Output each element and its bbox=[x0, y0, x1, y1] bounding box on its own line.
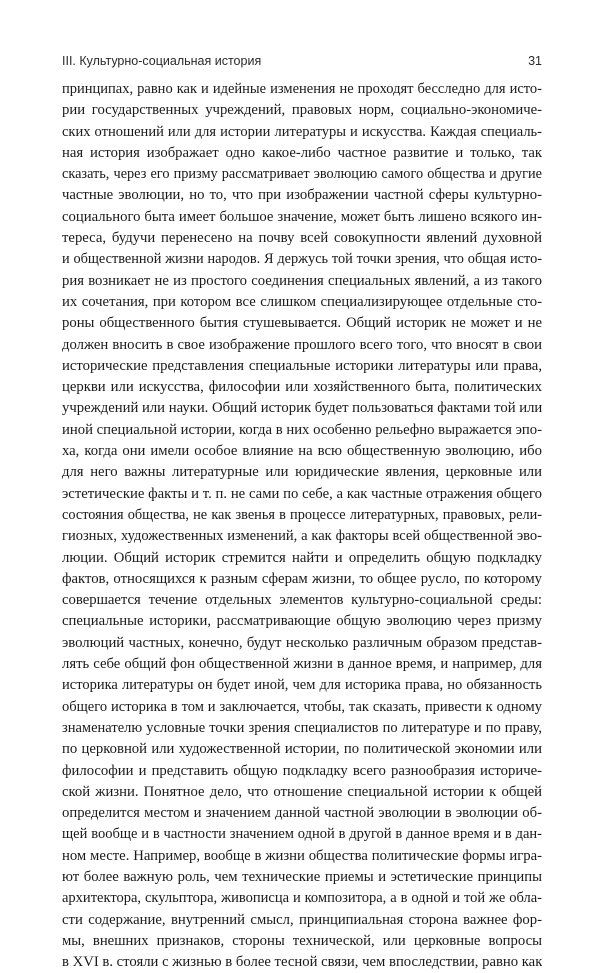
text-line: эволюций частных, конечно, будут несколько различным образом представ- bbox=[62, 634, 542, 651]
text-line: ная история изображает одно какое-либо частное развитие и только, так bbox=[62, 144, 542, 161]
text-line: исторические представления специальные историки литературы или права, bbox=[62, 357, 542, 374]
text-line: в XVI в. стояли с жизнью в более тесной связи, чем впоследствии, равно как bbox=[62, 954, 542, 971]
text-line: эстетические факты и т. п. не сами по себе, а как частные отражения общего bbox=[62, 485, 542, 502]
text-line: рии государственных учреждений, правовых норм, социально-экономиче- bbox=[62, 102, 542, 119]
text-line: философии и представить общую подкладку всего разнообразия историче- bbox=[62, 762, 542, 779]
text-line: сказать, через его призму рассматривает эволюцию самого общества и другие bbox=[62, 166, 542, 183]
text-line: архитектора, скульптора, живописца и композитора, а в одной и той же обла- bbox=[62, 890, 542, 907]
page-number: 31 bbox=[528, 54, 542, 68]
text-line: тереса, будучи перенесено на почву всей совокупности явлений духовной bbox=[62, 230, 542, 247]
text-line: гиозных, художественных изменений, а как факторы всей общественной эво- bbox=[62, 528, 542, 545]
text-line: состояния общества, не как звенья в процессе литературных, правовых, рели- bbox=[62, 506, 542, 523]
text-line: принципах, равно как и идейные изменения не проходят бесследно для исто- bbox=[62, 81, 542, 97]
text-line: социального быта имеет большое значение, может быть лишено всякого ин- bbox=[62, 208, 542, 225]
text-line: частные эволюции, но то, что при изображении частной сферы культурно- bbox=[62, 187, 542, 204]
text-line: фактов, относящихся к разным сферам жизни, то общее русло, по которому bbox=[62, 570, 542, 587]
text-line: общего историка в том и заключается, чтобы, так сказать, привести к одному bbox=[62, 698, 542, 715]
text-line: рия возникает не из простого соединения специальных явлений, а из такого bbox=[62, 272, 542, 289]
body-text bbox=[62, 79, 542, 973]
text-line: ских отношений или для истории литературы и искусства. Каждая специаль- bbox=[62, 123, 542, 140]
text-line: роны общественного бытия стушевывается. Общий историк не может и не bbox=[62, 315, 542, 332]
text-line: и общественной жизни народов. Я держусь той точки зрения, что общая исто- bbox=[62, 251, 542, 268]
text-line: сти содержание, внутренний смысл, принципиальная сторона важнее фор- bbox=[62, 911, 542, 928]
text-line: специальные историки, рассматривающие общую эволюцию через призму bbox=[62, 613, 542, 630]
running-head bbox=[62, 54, 542, 72]
text-line: знаменателю условные точки зрения специалистов по литературе и по праву, bbox=[62, 719, 542, 736]
text-line: ют более важную роль, чем технические приемы и эстетические принципы bbox=[62, 868, 542, 885]
text-line: церкви или искусства, философии или хозяйственного быта, политических bbox=[62, 379, 542, 396]
text-line: историка литературы он будет иной, чем для историка права, но обязанность bbox=[62, 677, 542, 694]
text-line: люции. Общий историк стремится найти и определить общую подкладку bbox=[62, 549, 542, 566]
text-line: должен вносить в свое изображение прошлого всего того, что вносят в свои bbox=[62, 336, 542, 353]
text-line: иной специальной истории, когда в них особенно рельефно выражается эпо- bbox=[62, 421, 542, 438]
text-line: ской жизни. Понятное дело, что отношение специальной истории к общей bbox=[62, 783, 542, 800]
text-line: щей вообще и в частности значением одной в другой в данное время и в дан- bbox=[62, 826, 542, 843]
text-line: определится местом и значением данной частной эволюции в эволюции об- bbox=[62, 805, 542, 822]
text-line: по церковной или художественной истории, по политической экономии или bbox=[62, 741, 542, 758]
text-line: их сочетания, при котором все слишком специализирующее отдельные сто- bbox=[62, 293, 542, 310]
section-title: III. Культурно-социальная история bbox=[62, 54, 262, 68]
text-line: для него важны литературные или юридические явления, церковные или bbox=[62, 464, 542, 481]
text-line: мы, внешних признаков, стороны технической, или церковные вопросы bbox=[62, 932, 542, 949]
text-line: учреждений или науки. Общий историк будет пользоваться фактами той или bbox=[62, 400, 542, 417]
text-line: ха, когда они имели особое влияние на всю общественную эволюцию, ибо bbox=[62, 443, 542, 460]
text-line: лять себе общий фон общественной жизни в данное время, и например, для bbox=[62, 656, 542, 673]
text-line: ном месте. Например, вообще в жизни общества политические формы игра- bbox=[62, 847, 542, 864]
text-line: совершается течение отдельных элементов культурно-социальной среды: bbox=[62, 592, 542, 609]
